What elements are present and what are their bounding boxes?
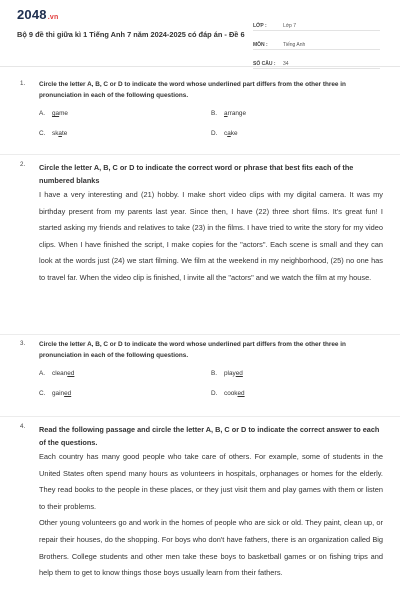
answer-options xyxy=(39,110,383,150)
option-b[interactable]: B. play ed xyxy=(211,370,243,377)
question-text: Circle the letter A, B, C or D to indicate the correct word or phrase that best fits each of the numbered blanks xyxy=(39,163,354,185)
question-text: Circle the letter A, B, C or D to indicate the word whose underlined part differs from the other three in pronunciation in each of the following questions. xyxy=(39,81,346,99)
passage-paragraph-2: Other young volunteers go and work in the homes of people who are sick or old. They paint, clean up, or repair their houses, do the shopping. For boys who don't have fathers, there is an organization called Big Brothers. College students and other men take these boys to basketball games or on fishing trips and help them to get to know things those boys usually learn from their fathers. xyxy=(39,518,383,578)
divider xyxy=(0,154,400,155)
question-1 xyxy=(20,80,383,150)
passage-text: I have a very interesting and (21) hobby. I make short video clips with my digital camera. It was my birthday present from my parents last year. Since then, I have (22) three short films. It's great fun! I started asking my friends and relatives to take (23) in the films. I have tried to write the story for my video clips. When I have finished the script, I make copies for the "actors". Each scene is small and they can look at the words just (24) we start filming. We film at the weekend in my neighborhood, (25) no one has to travel far. When the video clip is finished, I invite all the "actors" and we watch the film at my house. xyxy=(39,190,383,282)
question-3 xyxy=(20,340,383,410)
meta-row-count xyxy=(253,54,380,69)
option-c[interactable]: C. gain ed xyxy=(39,390,72,397)
meta-value: Lớp 7 xyxy=(283,23,297,29)
answer-options xyxy=(39,370,383,410)
meta-value: Tiếng Anh xyxy=(283,42,306,48)
meta-key: LỚP : xyxy=(253,23,267,29)
option-c[interactable]: C. sk a te xyxy=(39,130,68,137)
meta-value: 34 xyxy=(283,61,289,67)
passage-paragraph-1: Each country has many good people who take care of others. For example, some of students in the United States often spend many hours as volunteers in hospitals, orphanages or homes for the elderly. They read books to the people in these places, or they just visit them and play games with them or listen to their problems. xyxy=(39,452,383,511)
logo-main: 2048 xyxy=(17,7,47,22)
meta-row-class xyxy=(253,16,380,31)
meta-row-subject xyxy=(253,35,380,50)
question-4 xyxy=(20,423,383,582)
divider xyxy=(0,416,400,417)
question-number: 2. xyxy=(20,161,26,168)
question-number: 3. xyxy=(20,340,26,347)
question-number: 1. xyxy=(20,80,26,87)
question-text: Read the following passage and circle the letter A, B, C or D to indicate the correct answer to each of the questions. xyxy=(39,425,380,447)
option-a[interactable]: A. ga me xyxy=(39,110,68,117)
question-2 xyxy=(20,161,383,287)
meta-key: MÔN : xyxy=(253,42,268,48)
option-d[interactable]: D. c a ke xyxy=(211,130,238,137)
meta-key: SỐ CÂU : xyxy=(253,61,276,67)
option-a[interactable]: A. clean ed xyxy=(39,370,75,377)
option-d[interactable]: D. cook ed xyxy=(211,390,245,397)
document-header xyxy=(0,0,400,67)
logo-suffix: .vn xyxy=(47,14,59,21)
document-title: Bộ 9 đề thi giữa kì 1 Tiếng Anh 7 năm 2024-2025 có đáp án - Đề 6 xyxy=(17,30,245,39)
question-text: Circle the letter A, B, C or D to indicate the word whose underlined part differs from the other three in pronunciation in each of the following questions. xyxy=(39,341,346,359)
site-logo[interactable] xyxy=(17,7,58,22)
option-b[interactable]: B. a rrange xyxy=(211,110,247,117)
question-number: 4. xyxy=(20,423,26,430)
divider xyxy=(0,334,400,335)
document-meta xyxy=(253,16,380,73)
